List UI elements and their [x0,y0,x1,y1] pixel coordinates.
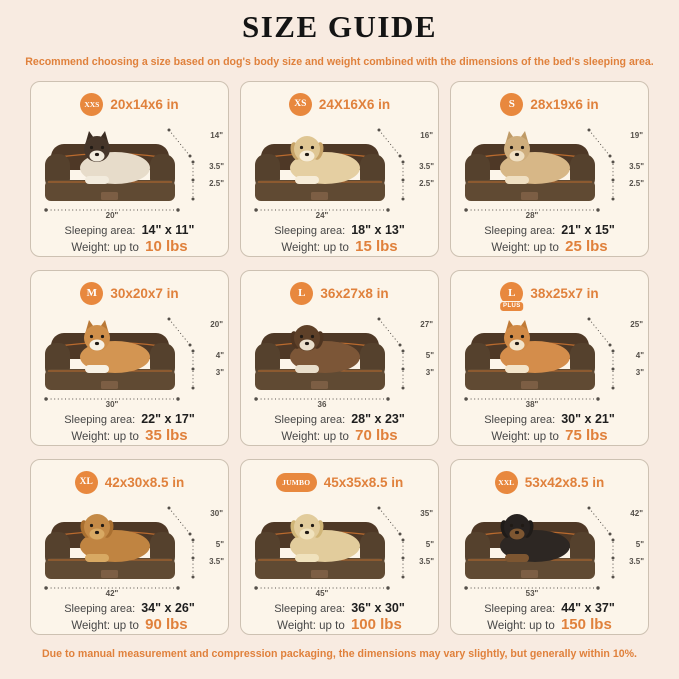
weight-prefix: up to [319,620,345,632]
sleeping-area-line [241,223,438,237]
pet-shape [500,320,570,373]
weight-prefix: up to [533,431,559,443]
bolster-height-dimension-label: 5" [215,540,224,549]
size-cards-grid [0,68,679,635]
depth-dimension-label: 25" [630,320,643,329]
width-dimension-label: 24" [315,211,329,220]
depth-dimension-label: 27" [420,320,433,329]
sleeping-area-value: 36" x 30" [351,601,405,615]
weight-value: 100 lbs [350,616,402,633]
weight-label: Weight: [71,431,111,443]
pet-shape [289,136,360,184]
width-dimension-label: 36 [317,400,327,409]
bed-illustration [451,118,648,223]
base-height-dimension-label: 3" [635,368,644,377]
weight-line [451,616,648,633]
dog-bed-graphic [461,496,631,600]
bed-dimensions-text: 45x35x8.5 in [323,474,404,490]
size-badge-label: XXS [84,99,100,109]
sleeping-area-label: Sleeping area: [274,603,346,615]
sleeping-area-label: Sleeping area: [484,603,556,615]
weight-label: Weight: [491,242,531,254]
weight-value: 90 lbs [145,616,188,633]
weight-label: Weight: [491,431,531,443]
weight-prefix: up to [323,431,349,443]
card-header [451,280,648,309]
card-header [31,91,228,117]
sleeping-area-value: 30" x 21" [561,412,615,426]
sleeping-area-label: Sleeping area: [274,414,346,426]
size-badge-label: XL [79,477,93,487]
weight-value: 15 lbs [355,238,398,255]
sleeping-area-value: 21" x 15" [561,223,615,237]
sleeping-area-line [31,601,228,615]
depth-dimension-label: 14" [210,131,223,140]
sleeping-area-line [31,223,228,237]
bolster-height-dimension-label: 5" [635,540,644,549]
weight-line [31,238,228,255]
sleeping-area-label: Sleeping area: [484,414,556,426]
weight-prefix: up to [533,242,559,254]
footer-note: Due to manual measurement and compression packaging, the dimensions may vary slightly, but generally within 10%. [42,648,637,660]
pet-shape [80,320,150,373]
bed-illustration [241,307,438,412]
bolster-height-dimension-label: 5" [425,540,434,549]
dog-bed-graphic [41,307,211,411]
weight-label: Weight: [71,242,111,254]
card-header [451,91,648,117]
size-card [30,459,229,635]
weight-line [241,238,438,255]
bolster-height-dimension-label: 3.5" [209,162,224,171]
base-height-dimension-label: 2.5" [629,179,644,188]
subtitle: Recommend choosing a size based on dog's body size and weight combined with the dimensions of the bed's sleeping area. [25,56,654,68]
weight-value: 70 lbs [355,427,398,444]
depth-dimension-label: 19" [630,131,643,140]
size-badge [500,93,523,116]
depth-dimension-label: 30" [210,509,223,518]
weight-prefix: up to [323,242,349,254]
sleeping-area-value: 28" x 23" [351,412,405,426]
sleeping-area-label: Sleeping area: [64,603,136,615]
sleeping-area-value: 44" x 37" [561,601,615,615]
bed-dimensions-text: 24X16X6 in [318,96,391,112]
base-height-dimension-label: 3.5" [629,557,644,566]
size-badge-label: XS [294,99,307,109]
bed-dimensions-text: 30x20x7 in [110,285,179,301]
sleeping-area-label: Sleeping area: [64,225,136,237]
depth-dimension-label: 35" [420,509,433,518]
weight-label: Weight: [277,620,316,632]
card-header [451,469,648,495]
size-card [30,270,229,446]
size-card [240,459,439,635]
sleeping-area-label: Sleeping area: [274,225,346,237]
weight-prefix: up to [113,620,139,632]
dog-bed-graphic [41,496,211,600]
bed-illustration [451,496,648,601]
depth-dimension-label: 20" [210,320,223,329]
dog-bed-graphic [41,118,211,222]
size-guide-page [0,9,679,660]
pet-shape [289,514,360,562]
size-card [450,459,649,635]
bolster-height-dimension-label: 3.5" [419,162,434,171]
size-badge-label: JUMBO [282,477,311,487]
sleeping-area-line [451,601,648,615]
dog-bed-graphic [461,307,631,411]
pet-shape [80,131,150,184]
card-header [31,469,228,495]
weight-line [241,427,438,444]
weight-prefix: up to [113,242,139,254]
size-badge [75,471,98,494]
weight-label: Weight: [281,431,321,443]
size-badge [80,282,103,305]
weight-line [451,238,648,255]
depth-dimension-label: 16" [420,131,433,140]
base-height-dimension-label: 3.5" [419,557,434,566]
weight-value: 25 lbs [565,238,608,255]
bed-illustration [31,496,228,601]
sleeping-area-line [241,412,438,426]
weight-line [451,427,648,444]
weight-line [31,427,228,444]
dog-bed-graphic [251,307,421,411]
bed-dimensions-text: 53x42x8.5 in [524,474,605,490]
weight-value: 35 lbs [145,427,188,444]
base-height-dimension-label: 3" [425,368,434,377]
sleeping-area-line [451,412,648,426]
dog-bed-graphic [461,118,631,222]
bed-dimensions-text: 42x30x8.5 in [104,474,185,490]
bolster-height-dimension-label: 4" [215,351,224,360]
sleeping-area-value: 22" x 17" [141,412,195,426]
size-card [240,270,439,446]
bed-illustration [241,496,438,601]
size-badge [290,282,313,305]
weight-value: 150 lbs [560,616,612,633]
dog-bed-graphic [251,118,421,222]
pet-shape [289,325,360,373]
pet-shape [499,514,570,562]
bed-illustration [31,118,228,223]
weight-prefix: up to [529,620,555,632]
card-header [241,469,438,495]
pet-shape [79,514,150,562]
size-badge-label: S [508,98,515,110]
size-card [240,81,439,257]
width-dimension-label: 28" [525,211,539,220]
bed-illustration [241,118,438,223]
width-dimension-label: 20" [105,211,119,220]
size-card [450,270,649,446]
size-badge [80,93,103,116]
sleeping-area-value: 14" x 11" [141,223,195,237]
size-badge-label: XXL [498,477,515,487]
sleeping-area-line [241,601,438,615]
weight-label: Weight: [281,242,321,254]
dog-bed-graphic [251,496,421,600]
width-dimension-label: 45" [315,589,329,598]
card-header [241,280,438,306]
weight-label: Weight: [71,620,111,632]
size-badge-label: L [298,287,306,299]
sleeping-area-value: 34" x 26" [141,601,195,615]
weight-prefix: up to [113,431,139,443]
sleeping-area-line [451,223,648,237]
base-height-dimension-label: 3" [215,368,224,377]
weight-label: Weight: [487,620,526,632]
bed-illustration [451,307,648,412]
width-dimension-label: 30" [105,400,119,409]
sleeping-area-line [31,412,228,426]
size-badge [289,93,312,116]
sleeping-area-value: 18" x 13" [351,223,405,237]
bed-dimensions-text: 36x27x8 in [320,285,389,301]
sleeping-area-label: Sleeping area: [64,414,136,426]
bolster-height-dimension-label: 3.5" [629,162,644,171]
size-card [30,81,229,257]
bolster-height-dimension-label: 4" [635,351,644,360]
bed-illustration [31,307,228,412]
bed-dimensions-text: 20x14x6 in [110,96,179,112]
weight-value: 10 lbs [145,238,188,255]
bed-dimensions-text: 38x25x7 in [530,285,599,301]
base-height-dimension-label: 3.5" [209,557,224,566]
pet-shape [500,131,570,184]
size-badge-label: L [508,287,516,299]
weight-line [31,616,228,633]
base-height-dimension-label: 2.5" [209,179,224,188]
size-badge [276,473,317,492]
base-height-dimension-label: 2.5" [419,179,434,188]
width-dimension-label: 38" [525,400,539,409]
width-dimension-label: 42" [105,589,119,598]
size-badge-sub-label: PLUS [499,301,525,312]
size-badge [500,282,523,309]
size-badge-label: M [86,287,98,299]
bolster-height-dimension-label: 5" [425,351,434,360]
size-card [450,81,649,257]
weight-value: 75 lbs [565,427,608,444]
page-title: SIZE GUIDE [241,9,438,44]
width-dimension-label: 53" [525,589,539,598]
depth-dimension-label: 42" [630,509,643,518]
card-header [31,280,228,306]
bed-dimensions-text: 28x19x6 in [530,96,599,112]
card-header [241,91,438,117]
sleeping-area-label: Sleeping area: [484,225,556,237]
size-badge [495,471,518,494]
weight-line [241,616,438,633]
